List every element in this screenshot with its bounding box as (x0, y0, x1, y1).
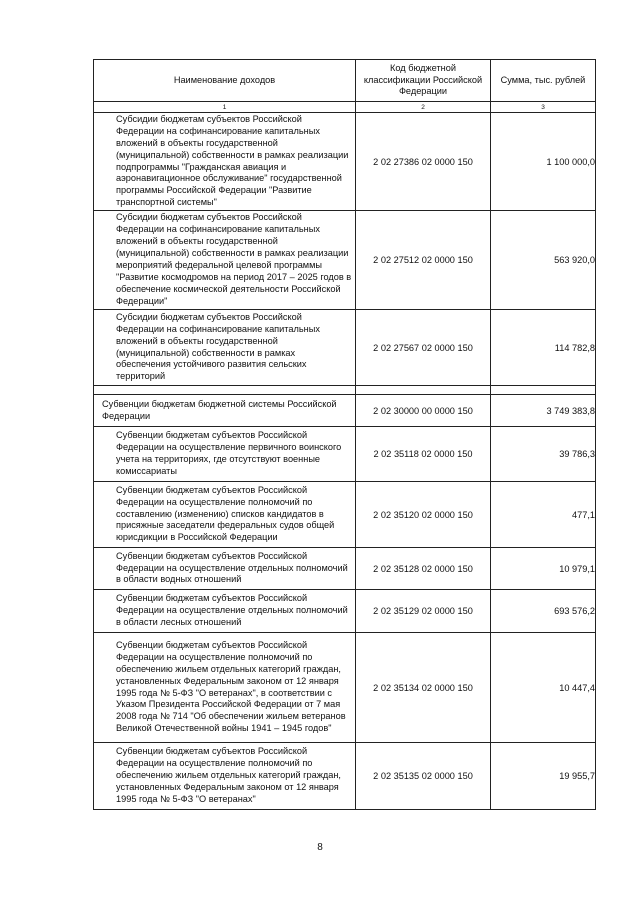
header-sum: Сумма, тыс. рублей (491, 60, 596, 102)
amount: 477,1 (491, 482, 596, 548)
budget-code: 2 02 27386 02 0000 150 (356, 113, 491, 211)
income-name-text: Субвенции бюджетам субъектов Российской Федерации на осуществление первичного воинского учета на территориях, где отсутствуют военные комиссариаты (116, 430, 342, 476)
table-row (94, 310, 596, 386)
budget-code: 2 02 27512 02 0000 150 (356, 211, 491, 310)
budget-code: 2 02 35134 02 0000 150 (356, 633, 491, 743)
table-header-row (94, 60, 596, 102)
table-row (94, 427, 596, 482)
table-row (94, 633, 596, 743)
income-name-text: Субвенции бюджетам субъектов Российской Федерации на осуществление отдельных полномочий в области водных отношений (116, 550, 348, 585)
budget-code: 2 02 35120 02 0000 150 (356, 482, 491, 548)
income-name-text: Субвенции бюджетам субъектов Российской Федерации на осуществление отдельных полномочий в области лесных отношений (116, 593, 348, 627)
header-code: Код бюджетной классификации Российской Федерации (356, 60, 491, 102)
budget-code: 2 02 30000 00 0000 150 (356, 395, 491, 427)
amount: 693 576,2 (491, 590, 596, 633)
amount: 563 920,0 (491, 211, 596, 310)
budget-code: 2 02 27567 02 0000 150 (356, 310, 491, 386)
budget-code: 2 02 35129 02 0000 150 (356, 590, 491, 633)
budget-code: 2 02 35118 02 0000 150 (356, 427, 491, 482)
table-row (94, 113, 596, 211)
income-name-text: Субсидии бюджетам субъектов Российской Федерации на софинансирование капитальных вложений в объекты государственной (муниципальной) собственности в рамках реализации подпрограммы "Гражданская авиация и аэронавигационное обслуживание" государственной программы Российской Федерации "Развитие транспортной системы" (116, 113, 349, 208)
income-name-text: Субвенции бюджетам бюджетной системы Российской Федерации (102, 398, 337, 421)
income-name (94, 427, 356, 482)
income-name-text: Субсидии бюджетам субъектов Российской Федерации на софинансирование капитальных вложений в объекты государственной (муниципальной) собственности в рамках обеспечения устойчивого развития сельских территорий (116, 311, 320, 382)
income-name (94, 743, 356, 810)
header-name: Наименование доходов (94, 60, 356, 102)
table-row (94, 590, 596, 633)
spacer-row (94, 386, 596, 395)
column-number-3: 3 (491, 102, 596, 113)
income-name (94, 395, 356, 427)
table-row (94, 482, 596, 548)
amount: 10 447,4 (491, 633, 596, 743)
income-name (94, 113, 356, 211)
revenue-table (93, 59, 596, 810)
column-number-row (94, 102, 596, 113)
column-number-2: 2 (356, 102, 491, 113)
budget-code: 2 02 35128 02 0000 150 (356, 548, 491, 590)
income-name (94, 310, 356, 386)
column-number-1: 1 (94, 102, 356, 113)
income-name (94, 633, 356, 743)
amount: 114 782,8 (491, 310, 596, 386)
income-name (94, 590, 356, 633)
budget-code: 2 02 35135 02 0000 150 (356, 743, 491, 810)
income-name-text: Субвенции бюджетам субъектов Российской Федерации на осуществление полномочий по обеспечению жильем отдельных категорий граждан, установленных Федеральным законом от 12 января 1995 года № 5-ФЗ "О ветеранах", в соответствии с Указом Президента Российской Федерации от 7 мая 2008 года № 714 "Об обеспечении жильем ветеранов Великой Отечественной войны 1941 – 1945 годов" (116, 639, 346, 734)
income-name-text: Субвенции бюджетам субъектов Российской Федерации на осуществление полномочий по обеспечению жильем отдельных категорий граждан, установленных Федеральным законом от 12 января 1995 года № 5-ФЗ "О ветеранах" (116, 746, 341, 804)
amount: 19 955,7 (491, 743, 596, 810)
table-row (94, 548, 596, 590)
income-name (94, 548, 356, 590)
table-row (94, 211, 596, 310)
page-number: 8 (317, 842, 323, 853)
amount: 10 979,1 (491, 548, 596, 590)
table-row (94, 743, 596, 810)
income-name-text: Субвенции бюджетам субъектов Российской Федерации на осуществление полномочий по составлению (изменению) списков кандидатов в присяжные заседатели федеральных судов общей юрисдикции в Российской Федерации (116, 484, 335, 543)
amount: 39 786,3 (491, 427, 596, 482)
amount: 3 749 383,8 (491, 395, 596, 427)
income-name (94, 482, 356, 548)
income-name (94, 211, 356, 310)
amount: 1 100 000,0 (491, 113, 596, 211)
income-name-text: Субсидии бюджетам субъектов Российской Федерации на софинансирование капитальных вложений в объекты государственной (муниципальной) собственности в рамках реализации мероприятий федеральной целевой программы "Развитие космодромов на период 2017 – 2025 годов в обеспечение космической деятельности Российской Федерации" (116, 212, 352, 306)
table-row (94, 395, 596, 427)
